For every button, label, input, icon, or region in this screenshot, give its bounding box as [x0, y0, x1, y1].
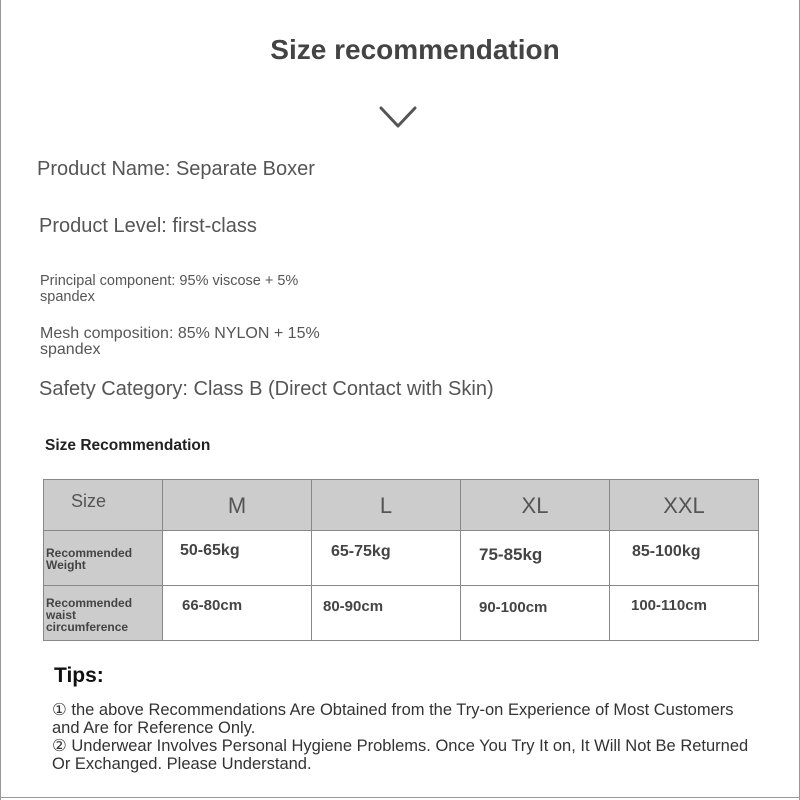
waist-cell-l — [312, 586, 461, 641]
waist-value-m: 66-80cm — [182, 597, 243, 614]
weight-cell-m — [163, 531, 312, 586]
tips-title: Tips: — [54, 664, 104, 687]
size-recommendation-heading: Size Recommendation — [45, 437, 211, 454]
size-label-xl: XL — [521, 493, 549, 518]
table-header-row — [44, 480, 759, 531]
weight-cell-xxl — [610, 531, 759, 586]
size-label-m: M — [227, 493, 247, 518]
tip-item-2: ② Underwear Involves Personal Hygiene Problems. Once You Try It on, It Will Not Be Returned Or Exchanged. Please Understand. — [52, 737, 749, 773]
size-label-l: L — [379, 493, 393, 518]
row-label-cell-waist — [44, 586, 163, 641]
weight-value-m: 50-65kg — [180, 542, 240, 559]
row-label-weight: Recommended Weight — [46, 546, 133, 572]
weight-cell-l — [312, 531, 461, 586]
frame-border-left — [0, 0, 1, 800]
header-cell-m — [163, 480, 312, 531]
frame-border-bottom — [0, 797, 800, 798]
size-label-xxl: XXL — [663, 493, 705, 518]
tip-item-1: ① the above Recommendations Are Obtained from the Try-on Experience of Most Customers and Are for Reference Only. — [52, 701, 734, 737]
table-row — [44, 586, 759, 641]
product-level: Product Level: first-class — [39, 215, 257, 237]
mesh-composition: Mesh composition: 85% NYLON + 15% spandex — [40, 325, 320, 358]
header-cell-xxl — [610, 480, 759, 531]
header-cell-size — [44, 480, 163, 531]
page-title: Size recommendation — [270, 34, 560, 65]
row-label-cell-weight — [44, 531, 163, 586]
row-label-waist: Recommended waist circumference — [46, 596, 133, 634]
waist-value-l: 80-90cm — [323, 598, 384, 615]
waist-value-xxl: 100-110cm — [631, 597, 707, 614]
principal-component: Principal component: 95% viscose + 5% spandex — [40, 273, 299, 305]
header-cell-l — [312, 480, 461, 531]
waist-cell-xl — [461, 586, 610, 641]
header-size-label: Size — [71, 491, 107, 511]
waist-cell-m — [163, 586, 312, 641]
waist-cell-xxl — [610, 586, 759, 641]
weight-cell-xl — [461, 531, 610, 586]
weight-value-xxl: 85-100kg — [632, 543, 701, 560]
weight-value-l: 65-75kg — [331, 543, 391, 560]
size-table — [43, 479, 759, 641]
product-name: Product Name: Separate Boxer — [37, 158, 315, 180]
weight-value-xl: 75-85kg — [479, 545, 543, 564]
chevron-down-icon — [379, 104, 417, 130]
waist-value-xl: 90-100cm — [479, 599, 548, 616]
safety-category: Safety Category: Class B (Direct Contact with Skin) — [39, 378, 494, 400]
tips-body — [52, 701, 752, 773]
header-cell-xl — [461, 480, 610, 531]
table-row — [44, 531, 759, 586]
